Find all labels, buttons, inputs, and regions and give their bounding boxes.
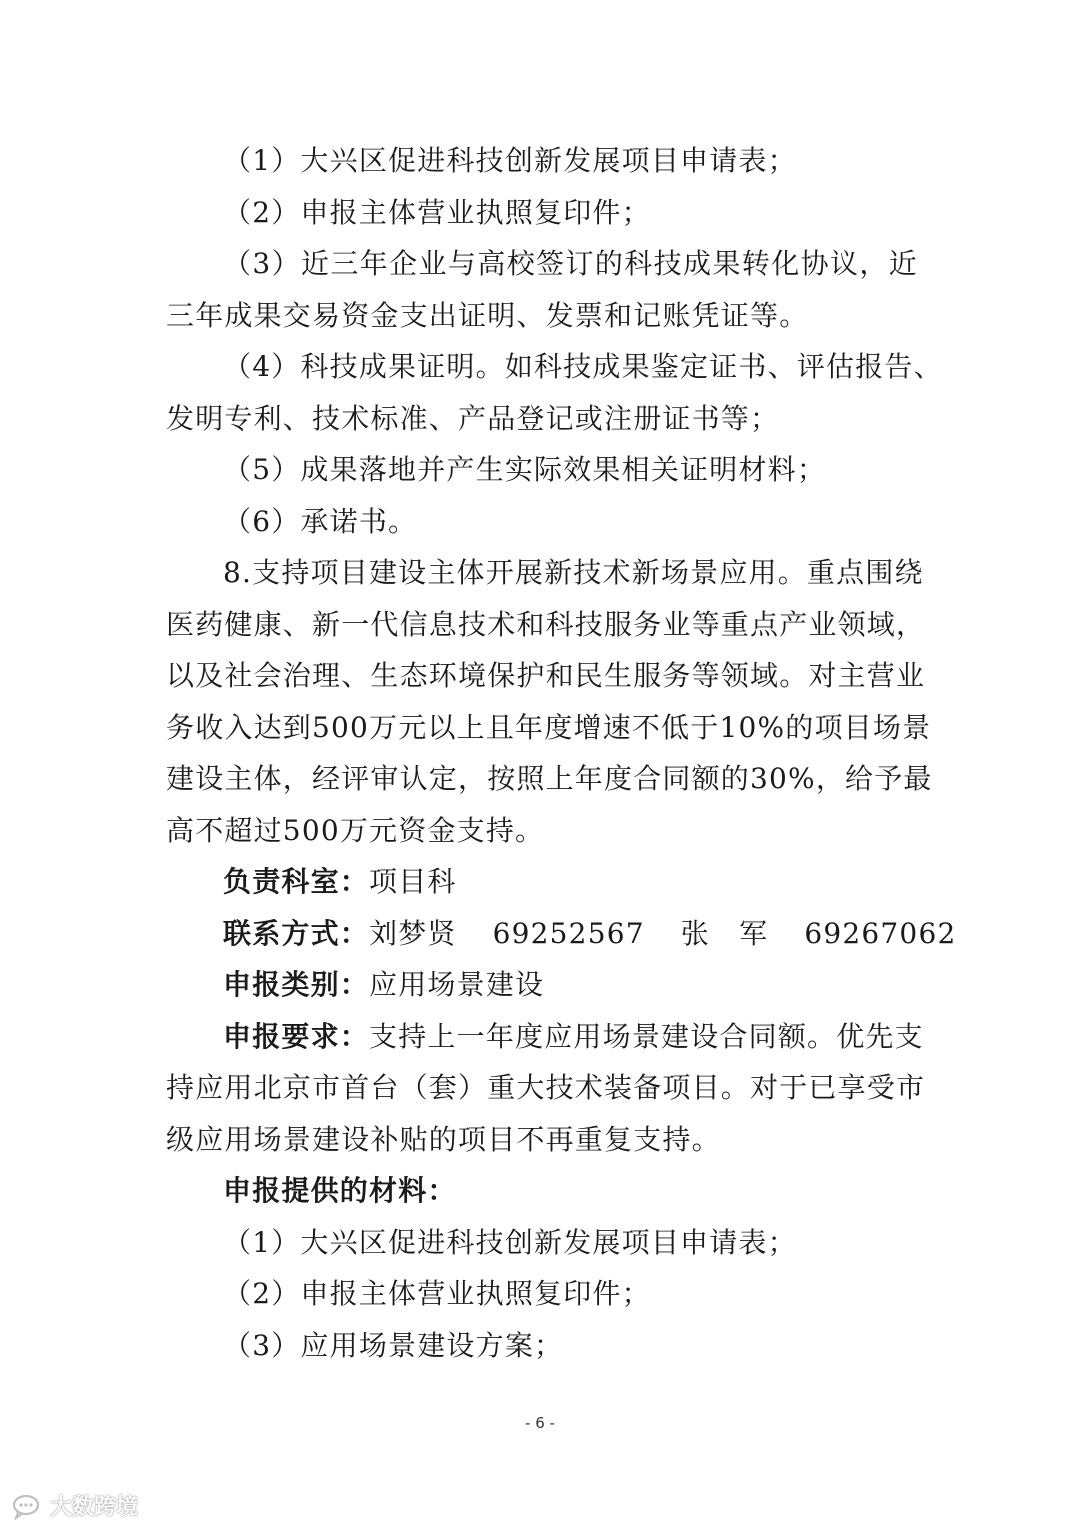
- contact-phone-1: 69252567: [492, 916, 645, 950]
- text-line: 高不超过500万元资金支持。: [166, 813, 545, 847]
- list-item: （2）申报主体营业执照复印件；: [223, 1277, 651, 1310]
- list-item: （5）成果落地并产生实际效果相关证明材料；: [223, 453, 827, 486]
- category-value: 应用场景建设: [369, 968, 545, 1001]
- dept-label: 负责科室：: [223, 865, 370, 898]
- text-line: 持应用北京市首台（套）重大技术装备项目。对于已享受市: [166, 1071, 926, 1104]
- list-item: （6）承诺书。: [223, 504, 418, 538]
- list-item: （1）大兴区促进科技创新发展项目申请表；: [223, 1225, 797, 1259]
- category-row: [166, 959, 918, 1011]
- text-line: 建设主体，经评审认定，按照上年度合同额的30%，给予最: [166, 762, 933, 795]
- contact-phone-2: 69267062: [804, 916, 957, 950]
- text-line: 三年成果交易资金支出证明、发票和记账凭证等。: [166, 298, 809, 332]
- contact-person-2: 张 军: [680, 916, 769, 950]
- contact-person-1: 刘梦贤: [369, 916, 457, 950]
- requirements-row: [166, 1011, 924, 1063]
- requirements-label: 申报要求：: [223, 1019, 370, 1053]
- chat-bubble-icon: [12, 1493, 46, 1519]
- watermark: [12, 1490, 138, 1521]
- dept-value: 项目科: [369, 865, 457, 898]
- list-item: （3）应用场景建设方案；: [223, 1328, 564, 1362]
- category-label: 申报类别：: [223, 968, 370, 1001]
- page-number: - 6 -: [525, 1414, 555, 1432]
- list-item: （2）申报主体营业执照复印件；: [223, 195, 651, 229]
- text-line: 医药健康、新一代信息技术和科技服务业等重点产业领域，: [166, 607, 926, 641]
- watermark-text: 大数跨境: [50, 1495, 139, 1520]
- materials-heading: 申报提供的材料：: [223, 1174, 457, 1207]
- list-item: （4）科技成果证明。如科技成果鉴定证书、评估报告、: [223, 350, 943, 383]
- dept-row: [166, 856, 918, 908]
- contact-label: 联系方式：: [223, 916, 370, 950]
- text-line: 以及社会治理、生态环境保护和民生服务等领域。对主营业: [166, 659, 926, 692]
- text-line: 级应用场景建设补贴的项目不再重复支持。: [166, 1122, 721, 1156]
- text-line: 务收入达到500万元以上且年度增速不低于10%的项目场景: [166, 710, 932, 744]
- document-body: [166, 135, 957, 1371]
- contact-row: [166, 908, 957, 960]
- requirements-text: 支持上一年度应用场景建设合同额。优先支: [369, 1019, 924, 1053]
- text-line: 发明专利、技术标准、产品登记或注册证书等；: [166, 401, 780, 435]
- section-item-8: 8.支持项目建设主体开展新技术新场景应用。重点围绕: [223, 556, 924, 589]
- list-item: （3）近三年企业与高校签订的科技成果转化协议，近: [223, 247, 918, 280]
- list-item: （1）大兴区促进科技创新发展项目申请表；: [223, 144, 797, 177]
